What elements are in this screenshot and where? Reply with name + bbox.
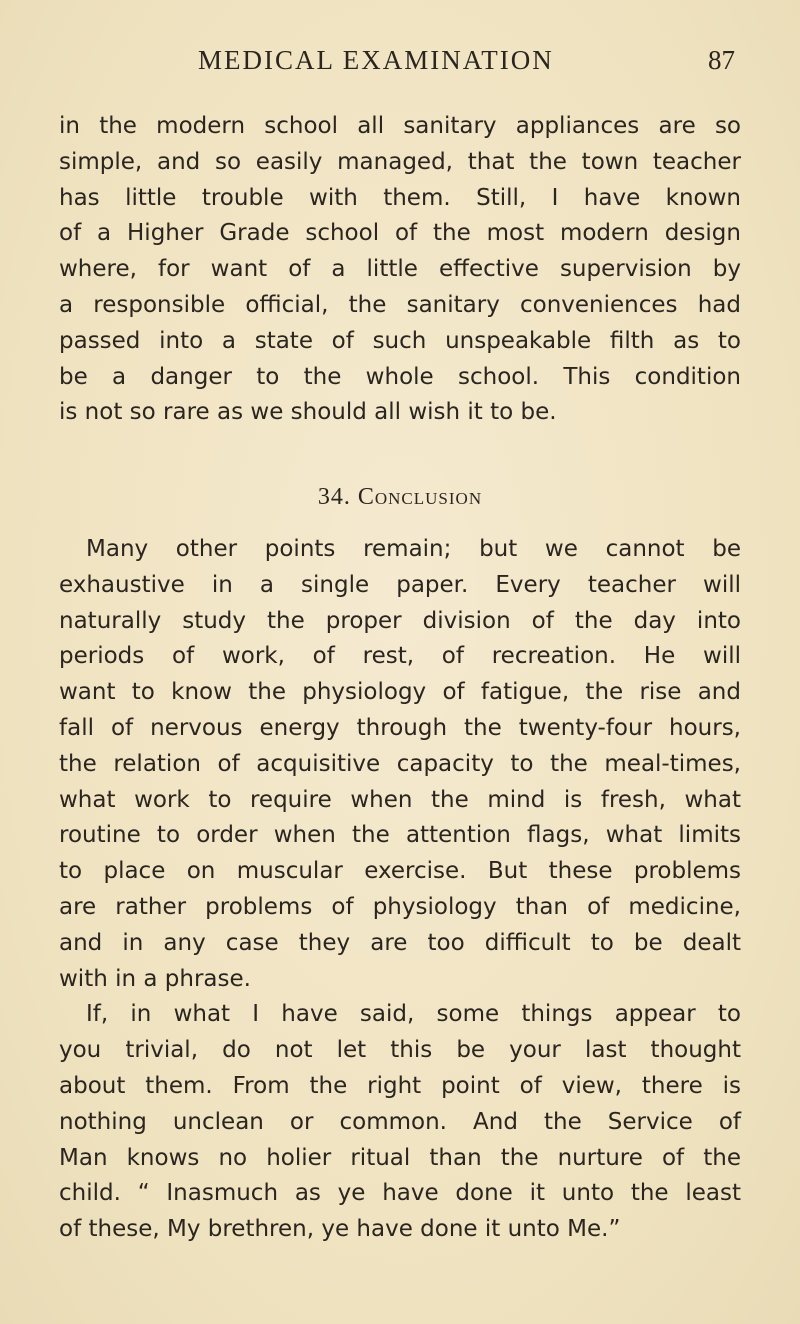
text-line: the relation of acquisitive capacity to the meal-times,	[59, 750, 741, 777]
text-line: are rather problems of physiology than of medicine,	[59, 893, 741, 920]
text-line: If, in what I have said, some things appear to	[86, 1001, 741, 1028]
text-line: of these, My brethren, ye have done it unto Me.”	[59, 1216, 621, 1243]
text-line: with in a phrase.	[59, 965, 251, 992]
text-line: to place on muscular exercise. But these problems	[59, 858, 741, 885]
text-line: of a Higher Grade school of the most modern design	[59, 220, 741, 247]
text-line: Man knows no holier ritual than the nurture of the	[59, 1144, 741, 1171]
text-line: be a danger to the whole school. This condition	[59, 363, 741, 390]
text-line: and in any case they are too difficult to be dealt	[59, 929, 741, 956]
text-line: want to know the physiology of fatigue, the rise and	[59, 679, 741, 706]
text-line: passed into a state of such unspeakable filth as to	[59, 327, 741, 354]
section-heading	[0, 479, 800, 515]
page-number: 87	[708, 45, 735, 75]
running-title: MEDICAL EXAMINATION	[198, 45, 554, 75]
paragraph-sanitary	[59, 109, 741, 431]
text-line: in the modern school all sanitary appliances are so	[59, 113, 741, 139]
text-line: periods of work, of rest, of recreation. He will	[59, 643, 741, 670]
text-line: where, for want of a little effective supervision by	[59, 256, 741, 283]
text-line: is not so rare as we should all wish it to be.	[59, 399, 557, 426]
text-line: naturally study the proper division of the day into	[59, 607, 741, 634]
paragraph-conclusion	[59, 532, 741, 1248]
section-number: 34.	[317, 484, 351, 510]
text-line: you trivial, do not let this be your last thought	[59, 1037, 741, 1064]
text-line: about them. From the right point of view, there is	[59, 1072, 741, 1099]
text-line: routine to order when the attention flags, what limits	[59, 822, 741, 849]
section-title: Conclusion	[357, 484, 483, 510]
text-line: a responsible official, the sanitary conveniences had	[59, 291, 741, 318]
text-line: child. “ Inasmuch as ye have done it unto the least	[59, 1180, 741, 1207]
text-line: exhaustive in a single paper. Every teacher will	[59, 571, 741, 598]
text-line: nothing unclean or common. And the Service of	[59, 1108, 741, 1135]
text-line: simple, and so easily managed, that the town teacher	[59, 148, 741, 175]
text-line: what work to require when the mind is fresh, what	[59, 786, 741, 813]
text-line: Many other points remain; but we cannot be	[86, 536, 741, 562]
text-line: fall of nervous energy through the twenty-four hours,	[59, 714, 741, 741]
running-head	[0, 40, 800, 80]
text-line: has little trouble with them. Still, I have known	[59, 184, 741, 211]
